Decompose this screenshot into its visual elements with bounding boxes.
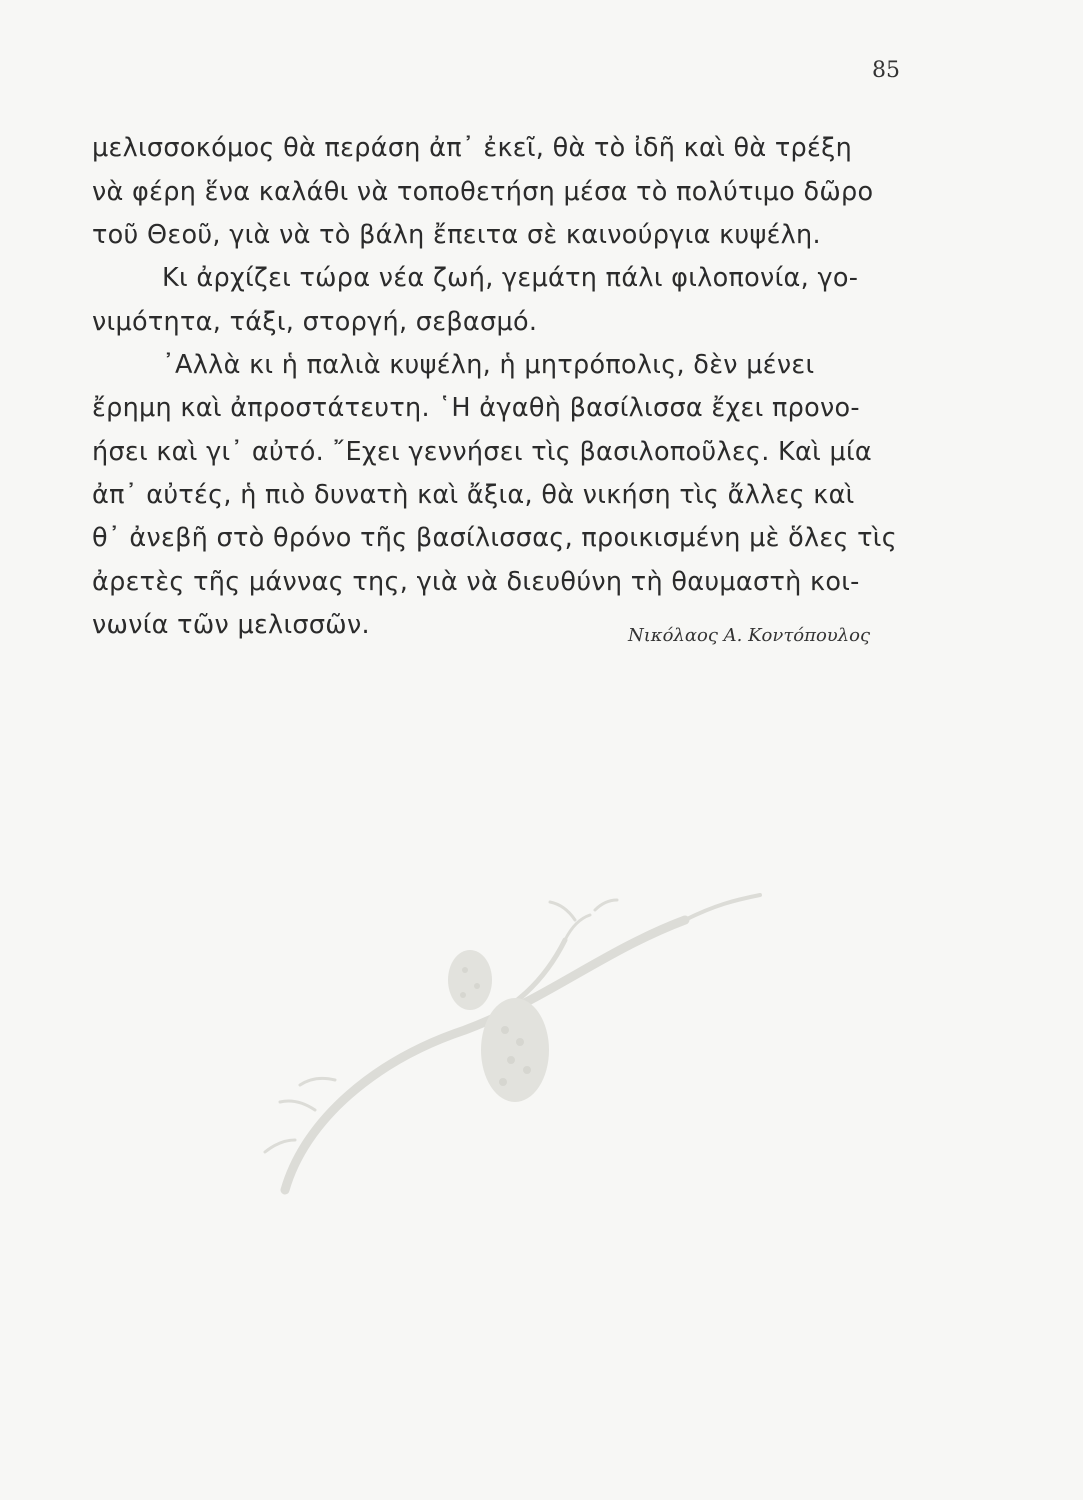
text-line: θ᾽ ἀνεβῆ στὸ θρόνο τῆς βασίλισσας, προικισμένη μὲ ὅλες τὶς <box>92 523 897 553</box>
text-line: μελισσοκόμος θὰ περάση ἀπ᾽ ἐκεῖ, θὰ τὸ ἰδῆ καὶ θὰ τρέξη <box>92 133 853 163</box>
text-line: νιμότητα, τάξι, στοργή, σεβασμό. <box>92 307 538 337</box>
text-line: ἀπ᾽ αὐτές, ἡ πιὸ δυνατὴ καὶ ἄξια, θὰ νικήση τὶς ἄλλες καὶ <box>92 480 855 510</box>
text-line: ἔρημη καὶ ἀπροστάτευτη. ῾Η ἀγαθὴ βασίλισσα ἔχει προνο- <box>92 393 860 423</box>
bee-swarm-on-branch-icon <box>215 860 775 1220</box>
text-line: ήσει καὶ γι᾽ αὐτό. ῎Εχει γεννήσει τὶς βασιλοποῦλες. Καὶ μία <box>92 437 873 467</box>
page-number: 85 <box>872 58 900 83</box>
author-signature: Νικόλαος Α. Κοντόπουλος <box>628 625 871 646</box>
text-line: νωνία τῶν μελισσῶν. <box>92 610 370 640</box>
text-line: ἀρετὲς τῆς μάννας της, γιὰ νὰ διευθύνη τὴ θαυμαστὴ κοι- <box>92 567 860 597</box>
text-line: ᾽Αλλὰ κι ἡ παλιὰ κυψέλη, ἡ μητρόπολις, δὲν μένει <box>162 350 815 380</box>
text-line: τοῦ Θεοῦ, γιὰ νὰ τὸ βάλη ἔπειτα σὲ καινούργια κυψέλη. <box>92 220 821 250</box>
text-line: Κι ἀρχίζει τώρα νέα ζωή, γεμάτη πάλι φιλοπονία, γο- <box>162 263 859 293</box>
text-line: νὰ φέρη ἕνα καλάθι νὰ τοποθετήση μέσα τὸ πολύτιμο δῶρο <box>92 177 874 207</box>
